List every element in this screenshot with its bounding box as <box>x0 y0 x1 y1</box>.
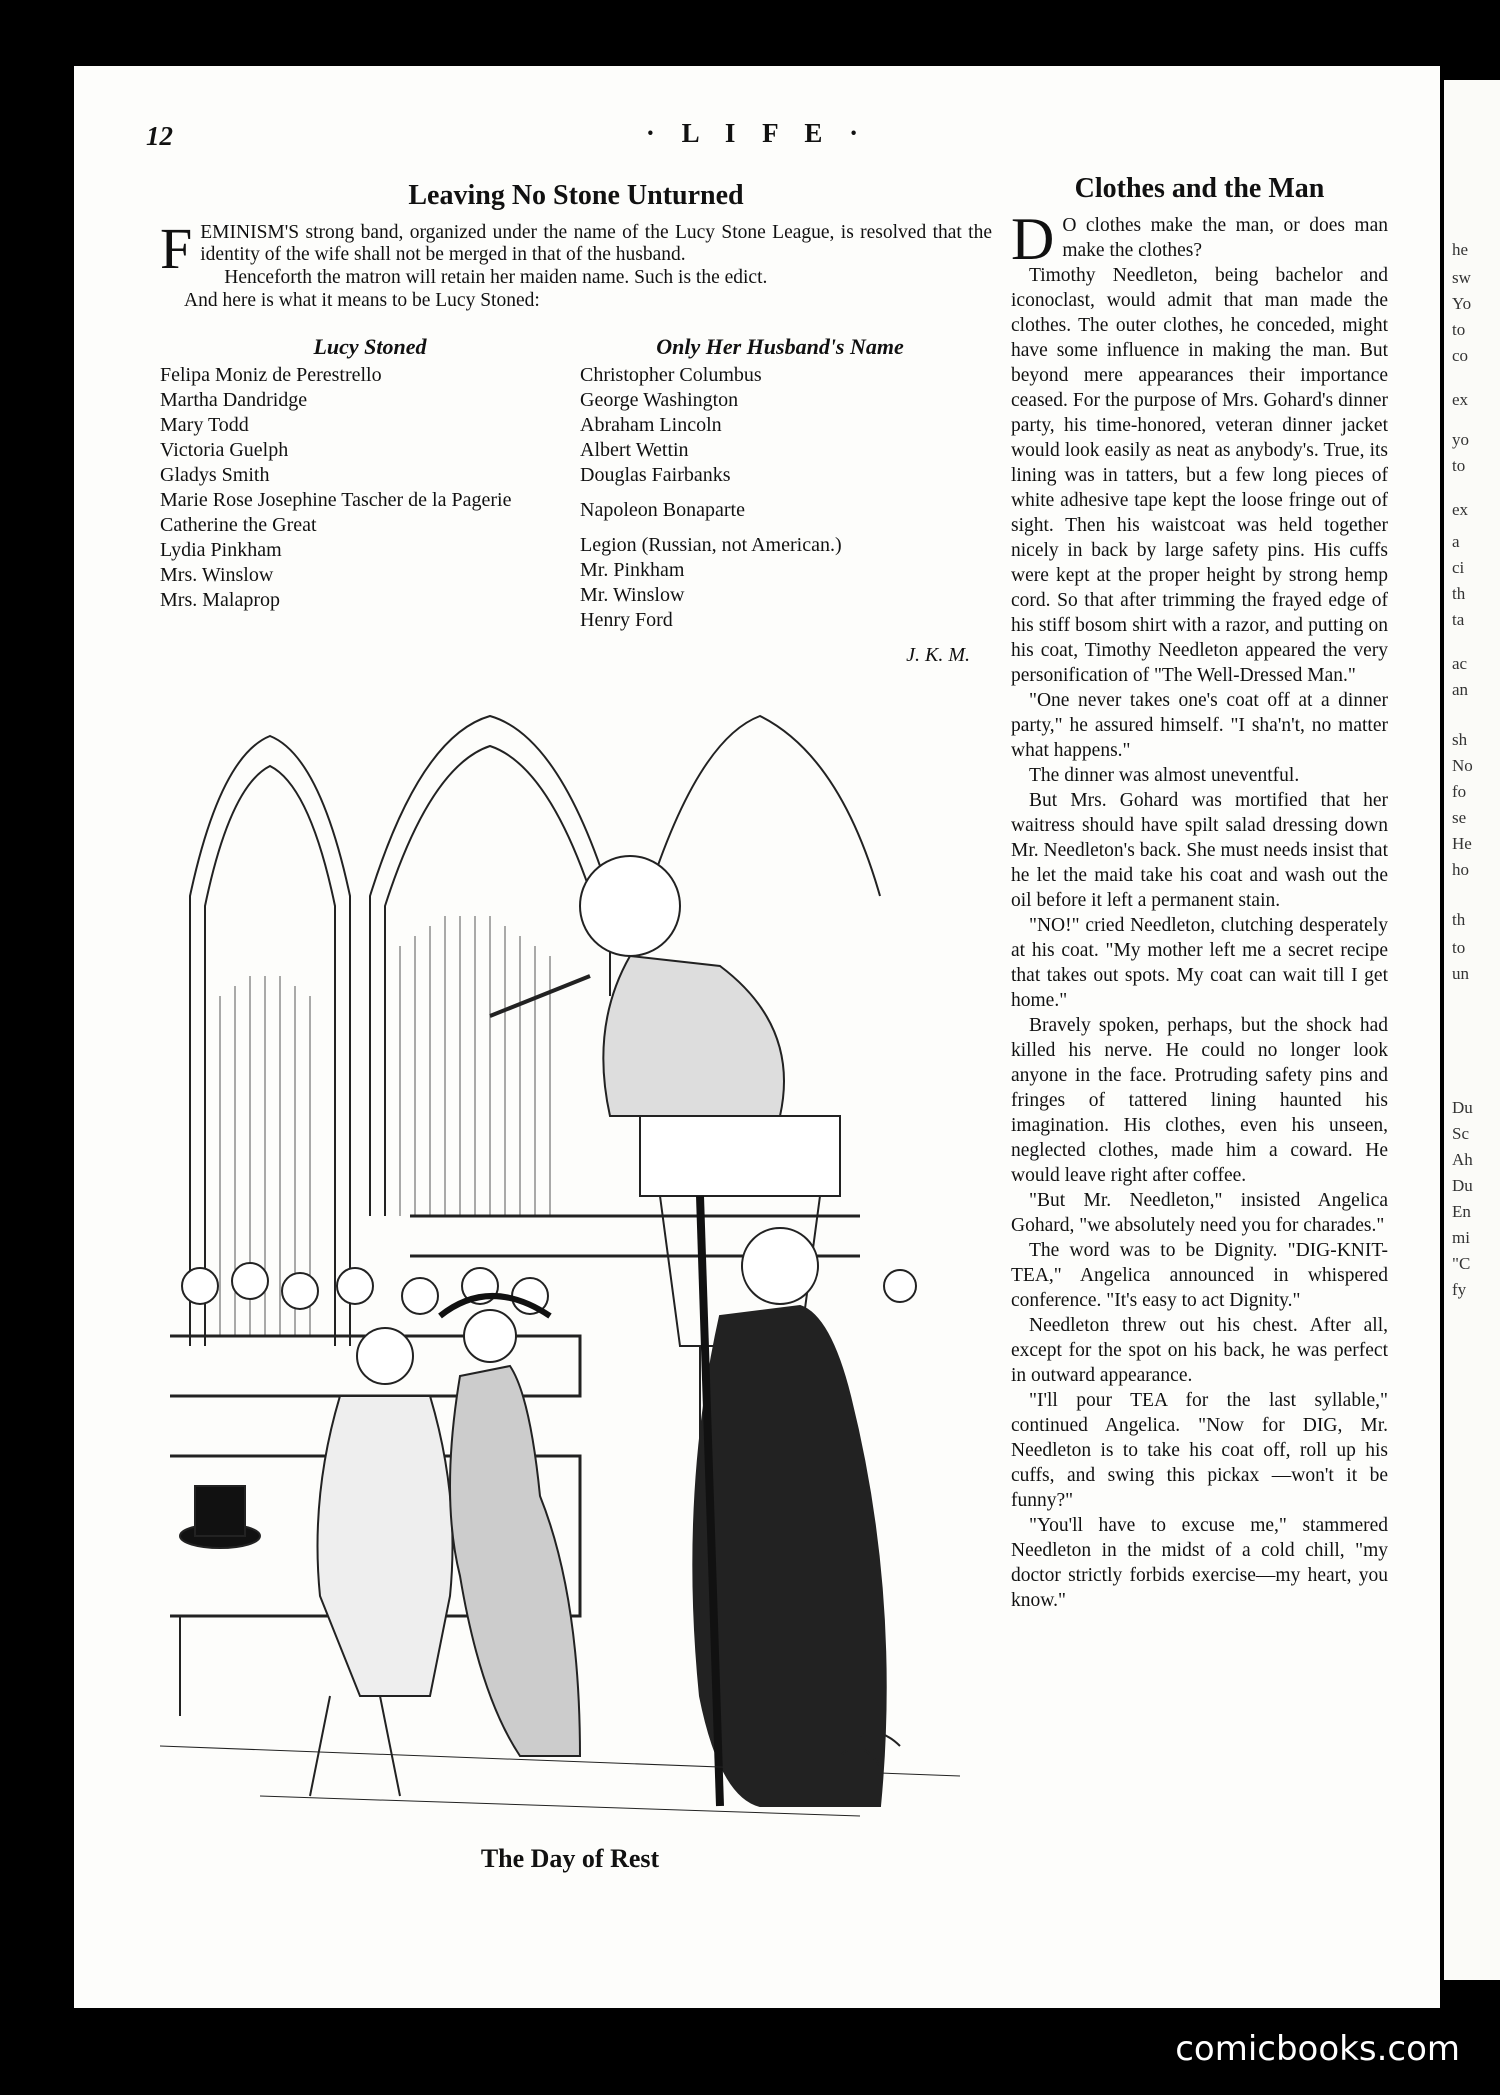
next-page-fragment: He <box>1452 834 1472 853</box>
drop-cap: F <box>160 216 193 281</box>
running-head: · L I F E · <box>645 118 869 148</box>
next-page-fragment: th <box>1452 910 1466 929</box>
next-page-fragment: to <box>1452 320 1466 339</box>
next-page-fragment: to <box>1452 938 1466 957</box>
next-page-fragment: ex <box>1452 390 1469 409</box>
paragraph: And here is what it means to be Lucy Stoned: <box>184 290 540 311</box>
column-lucy-stoned <box>160 334 580 668</box>
next-page-fragment: ex <box>1452 500 1469 519</box>
column-heading: Only Her Husband's Name <box>656 334 904 359</box>
next-page-fragment: fy <box>1452 1280 1467 1299</box>
paragraph: But Mrs. Gohard was mortified that her waitress should have spilt salad dressing down Mr. Needleton's back. She must needs insist that he let the maid take his coat and wash out the oil before it left a permanent stain. <box>1011 790 1388 911</box>
illustration-caption: The Day of Rest <box>480 1844 660 1873</box>
adjacent-page-edge <box>1444 80 1500 1980</box>
list-item: Mr. Pinkham <box>580 559 685 581</box>
next-page-fragment: ta <box>1452 610 1465 629</box>
list-item: Mrs. Winslow <box>160 564 274 586</box>
list-item: Catherine the Great <box>160 514 317 536</box>
paragraph: Timothy Needleton, being bachelor and iconoclast, would admit that man made the clothes. The outer clothes, he conceded, might have some influence in making the man. But beyond mere appearances their importance ceased. For the purpose of Mrs. Gohard's dinner party, his time-honored, veteran dinner jacket would look easily as neat as anybody's. True, its lining was in tatters, but a few long pieces of white adhesive tape kept the loose fringe out of sight. Then his waistcoat was held together nicely in back by large safety pins. His cuffs were kept at the proper height by strong hemp cord. So that after trimming the frayed edge of his stiff bosom shirt with a razor, and putting on his coat, Timothy Needleton appeared the very personification of "The Well-Dressed Man." <box>1011 265 1388 686</box>
column-heading: Lucy Stoned <box>313 334 427 359</box>
list-item: Napoleon Bonaparte <box>580 499 745 521</box>
next-page-fragment: an <box>1452 680 1469 699</box>
next-page-fragment: Sc <box>1452 1124 1469 1143</box>
paragraph: "One never takes one's coat off at a dinner party," he assured himself. "I sha'n't, no matter what happens." <box>1011 690 1388 761</box>
page-number: 12 <box>146 121 173 151</box>
next-page-fragment: un <box>1452 964 1469 983</box>
next-page-fragment: mi <box>1452 1228 1470 1247</box>
list-item: Lydia Pinkham <box>160 539 282 561</box>
next-page-fragment: he <box>1452 240 1469 259</box>
list-item: Mr. Winslow <box>580 584 685 606</box>
list-item: Victoria Guelph <box>160 439 289 461</box>
list-item: Felipa Moniz de Perestrello <box>160 364 382 386</box>
article-lucy-stone <box>160 180 992 668</box>
list-item: Albert Wettin <box>580 439 689 461</box>
next-page-fragment: th <box>1452 584 1466 603</box>
paragraph: "You'll have to excuse me," stammered Needleton in the midst of a cold chill, "my doctor strictly forbids exercise—my heart, you know." <box>1011 1515 1388 1611</box>
next-page-fragment: sh <box>1452 730 1468 749</box>
list-item: Mary Todd <box>160 414 249 436</box>
paragraph: "NO!" cried Needleton, clutching desperately at his coat. "My mother left me a secret recipe that takes out spots. My coat can wait till I get home." <box>1011 915 1388 1011</box>
next-page-fragment: No <box>1452 756 1473 775</box>
next-page-fragment: "C <box>1452 1254 1471 1273</box>
church-illustration <box>160 696 960 1826</box>
article-title: Clothes and the Man <box>1074 173 1325 204</box>
list-item: Gladys Smith <box>160 464 270 486</box>
next-page-fragment: yo <box>1452 430 1469 449</box>
paragraph: "But Mr. Needleton," insisted Angelica Gohard, "we absolutely need you for charades." <box>1011 1190 1388 1236</box>
next-page-fragment: co <box>1452 346 1469 365</box>
list-item: Marie Rose Josephine Tascher de la Pagerie <box>160 489 512 511</box>
article-title: Leaving No Stone Unturned <box>408 180 744 211</box>
name-comparison-table <box>160 334 992 668</box>
article-clothes-and-the-man <box>1011 173 1388 1613</box>
drop-cap: D <box>1011 206 1055 272</box>
list-item: Martha Dandridge <box>160 389 308 411</box>
next-page-fragment: se <box>1452 808 1467 827</box>
next-page-fragment: ho <box>1452 860 1469 879</box>
lead-text: EMINISM'S strong band, organized under the name of the Lucy Stone League, is resolved that the identity of the wife shall not be merged in that of the husband. <box>200 222 992 265</box>
paragraph: Needleton threw out his chest. After all, except for the spot on his back, he was perfect in outward appearance. <box>1011 1315 1388 1386</box>
next-page-fragment: En <box>1452 1202 1471 1221</box>
list-item: George Washington <box>580 389 739 411</box>
next-page-fragment: fo <box>1452 782 1467 801</box>
list-item: Christopher Columbus <box>580 364 762 386</box>
paragraph: Bravely spoken, perhaps, but the shock had killed his nerve. He could no longer look anyone in the face. Protruding safety pins and fringes of tattered lining haunted his imagination. His clothes, even his unseen, neglected clothes, made him a coward. He would leave right after coffee. <box>1011 1015 1388 1186</box>
next-page-fragment: Du <box>1452 1098 1473 1117</box>
column-husband-name <box>580 334 980 668</box>
next-page-fragment: ci <box>1452 558 1465 577</box>
magazine-page <box>74 66 1440 2008</box>
next-page-fragment: a <box>1452 532 1460 551</box>
paragraph: Henceforth the matron will retain her maiden name. Such is the edict. <box>224 267 768 288</box>
list-item: Legion (Russian, not American.) <box>580 534 842 556</box>
watermark: comicbooks.com <box>1175 2029 1460 2069</box>
author-signature: J. K. M. <box>906 644 970 666</box>
list-item: Douglas Fairbanks <box>580 464 731 486</box>
paragraph-text: O clothes make the man, or does man make the clothes? <box>1062 215 1388 261</box>
next-page-fragment: sw <box>1452 268 1471 287</box>
next-page-fragment: Yo <box>1452 294 1472 313</box>
next-page-fragment: Du <box>1452 1176 1473 1195</box>
next-page-fragment: to <box>1452 456 1466 475</box>
paragraph: The dinner was almost uneventful. <box>1029 765 1300 786</box>
list-item: Henry Ford <box>580 609 673 631</box>
list-item: Abraham Lincoln <box>580 414 722 436</box>
paragraph: The word was to be Dignity. "DIG-KNIT-TEA," Angelica announced in whispered conference. "It's easy to act Dignity." <box>1011 1240 1388 1311</box>
next-page-fragment: Ah <box>1452 1150 1473 1169</box>
paragraph <box>1011 206 1388 272</box>
next-page-fragment: ac <box>1452 654 1468 673</box>
paragraph: "I'll pour TEA for the last syllable," continued Angelica. "Now for DIG, Mr. Needleton is to take his coat off, roll up his cuffs, and swing this pickax —won't it be funny?" <box>1011 1390 1388 1511</box>
list-item: Mrs. Malaprop <box>160 589 280 611</box>
